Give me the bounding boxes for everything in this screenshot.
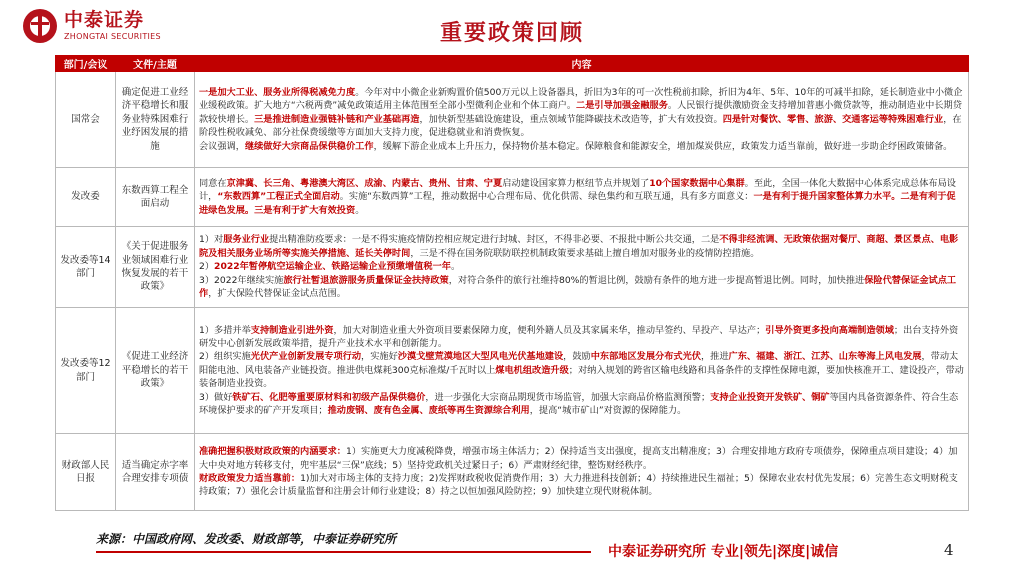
highlight-text: 中东部地区发展分布式光伏 — [590, 351, 701, 363]
content-text: 。人民银行提供激励资金支持增加普惠小微贷款等，推动制造业中长期贷款较快增长。 — [199, 100, 962, 125]
content-text: 。今年对中小微企业新购置价值500万元以上设备器具，折旧为3年的可一次性税前扣除，折旧为4年、5年、10年的可减半扣除，延长制造业中小微企业缓税政策。扩大地方“六税两费”减免政策适用主体范围至全部小型微利企业和个体工商户。 — [199, 86, 963, 112]
highlight-text: 不得非经流调、无政策依据对餐厅、商超、景区景点、电影院及相关服务业场所等实施关停措施、延长关停时间 — [199, 234, 959, 259]
header-doc: 文件/主题 — [116, 56, 195, 72]
content-text: ，带动太阳能电池、风电装备产业链投资。推进供电煤耗300克标准煤/千瓦时以上 — [199, 351, 959, 376]
header-dept: 部门/会议 — [56, 56, 116, 72]
content-text: ，加大对制造业重大外资项目要素保障力度，便利外籍人员及其家属来华，推动早签约、早投产、早达产； — [333, 324, 766, 336]
table-row — [56, 168, 969, 227]
content-text: ，进一步强化大宗商品期现货市场监管，加强大宗商品价格监测预警； — [425, 391, 711, 403]
content-text: 2） — [199, 261, 215, 273]
highlight-text: 服务业行业 — [223, 234, 270, 246]
highlight-text: 一是有利于提升国家整体算力水平。二是有利于促进绿色发展。三是有利于扩大有效投资 — [199, 191, 956, 216]
highlight-text: 铁矿石、化肥等重要原材料和初级产品保供稳价 — [232, 391, 426, 403]
table-row — [56, 227, 969, 308]
content-text: 会议强调， — [199, 140, 245, 152]
footer-slogan: 中泰证券研究所 专业|领先|深度|诚信 — [608, 544, 839, 560]
content-text: 同意在 — [199, 177, 227, 189]
highlight-text: 四是针对餐饮、零售、旅游、交通客运等特殊困难行业 — [722, 113, 944, 125]
content-text: ，加快新型基础设施建设，重点领域节能降碳技术改造等，扩大有效投资。 — [419, 113, 723, 125]
dept-cell: 发改委等14部门 — [56, 227, 116, 308]
logo-name-cn: 中泰证券 — [64, 9, 145, 31]
highlight-text: 支持制造业引进外资 — [250, 324, 334, 336]
content-text: ，实施好 — [361, 351, 398, 363]
policy-table — [55, 55, 969, 511]
content-text: ，缓解下游企业成本上升压力，保持物价基本稳定。保障粮食和能源安全，增加煤炭供应，政策发力适当靠前，做好进一步助企纾困政策储备。 — [373, 140, 953, 152]
dept-cell: 发改委等12部门 — [56, 308, 116, 434]
footer-divider — [96, 551, 591, 553]
content-cell — [195, 308, 969, 434]
content-text: ，鼓励 — [563, 351, 591, 363]
content-text: 提出精准防疫要求：一是不得实施疫情防控相应规定进行封城、封区，不得非必要、不报批中断公共交通，二是 — [269, 234, 720, 246]
content-text: 1)加大对市场主体的支持力度；2)发挥财政税收促消费作用；3）大力推进科技创新；4）持续推进民生福祉；5）保障农业农村优先发展；6）完善生态文明财税支持政策；7）强化会计质量监督和注册会计师行业建设；8）持之以恒加强风险防控；9）加快建立现代财税体制。 — [199, 473, 958, 498]
highlight-text: 广东、福建、浙江、江苏、山东等海上风电发展 — [728, 351, 922, 363]
highlight-text: 支持企业投资开发铁矿、铜矿 — [710, 391, 830, 403]
content-text: 3）做好 — [199, 391, 233, 403]
table-row — [56, 434, 969, 511]
highlight-text: 光伏产业创新发展专项行动 — [250, 351, 362, 363]
highlight-text: 10个国家数据中心集群 — [649, 177, 745, 189]
content-text: ，提高“城市矿山”对资源的保障能力。 — [529, 405, 687, 417]
content-text: 。 — [355, 204, 365, 216]
highlight-text: 引导外资更多投向高端制造领域 — [765, 324, 894, 336]
doc-cell: 东数西算工程全面启动 — [116, 168, 195, 227]
content-text: 2）组织实施 — [199, 351, 251, 363]
table-header-row — [56, 56, 969, 72]
highlight-text: 准确把握积极财政政策的内涵要求： — [199, 446, 346, 458]
highlight-text: 继续做好大宗商品保供稳价工作 — [244, 140, 374, 152]
content-text: ，推进 — [700, 351, 729, 363]
content-text: ；出台支持外资研发中心创新发展政策举措，提升产业技术水平和创新能力。 — [199, 324, 959, 349]
content-text: ，扩大保险代替保证金试点范围。 — [208, 288, 346, 300]
doc-cell: 《关于促进服务业领域困难行业恢复发展的若干政策》 — [116, 227, 195, 308]
content-text: 1）对 — [199, 234, 224, 246]
table-row — [56, 308, 969, 434]
content-cell — [195, 434, 969, 511]
source-note: 来源：中国政府网、发改委、财政部等，中泰证券研究所 — [96, 532, 397, 546]
doc-cell: 《促进工业经济平稳增长的若干政策》 — [116, 308, 195, 434]
content-cell — [195, 227, 969, 308]
content-text: 3）2022年继续实施 — [199, 274, 284, 286]
highlight-text: 煤电机组改造升级 — [495, 364, 569, 376]
content-text: 。至此，全国一体化大数据中心体系完成总体布局设计， — [199, 177, 956, 203]
highlight-text: 保险代替保证金试点工作 — [199, 274, 957, 300]
content-text: ，三是不得在国务院联防联控机制政策要求基础上擅自增加对服务业的疫情防控措施。 — [410, 247, 760, 259]
highlight-text: 京津冀、长三角、粤港澳大湾区、成渝、内蒙古、贵州、甘肃、宁夏 — [226, 177, 503, 189]
highlight-text: 财政政策发力适当靠前： — [199, 473, 301, 484]
content-text: 。 — [450, 261, 461, 273]
highlight-text: 三是推进制造业强链补链和产业基础再造 — [254, 113, 420, 125]
content-text: 等国内具备资源条件、符合生态环境保护要求的矿产开发项目； — [199, 391, 959, 417]
content-text: ，对符合条件的旅行社维持80%的暂退比例，鼓励有条件的地方进一步提高暂退比例。同时，加快推进 — [448, 274, 865, 286]
content-cell — [195, 168, 969, 227]
page-title: 重要政策回顾 — [439, 20, 584, 46]
highlight-text: “东数西算”工程正式全面启动 — [217, 191, 340, 203]
content-text: 启动建设国家算力枢纽节点并规划了 — [502, 177, 650, 189]
content-cell — [195, 72, 969, 168]
dept-cell: 发改委 — [56, 168, 116, 227]
content-text: ，在阶段性税收减免、部分社保费缓缴等方面加大支持力度，促进稳就业和消费恢复。 — [199, 113, 962, 139]
content-text: 1）实施更大力度减税降费，增强市场主体活力；2）保持适当支出强度，提高支出精准度；3）合理安排地方政府专项债券，保障重点项目建设；4）加大中央对地方转移支付，兜牢基层“三保”底线；5）坚持党政机关过紧日子；6）严肃财经纪律，整饬财经秩序。 — [199, 446, 958, 471]
page-number: 4 — [944, 541, 954, 559]
highlight-text: 二是引导加强金融服务 — [576, 100, 668, 112]
highlight-text: 推动废钢、废有色金属、废纸等再生资源综合利用 — [327, 405, 530, 417]
logo-name-en: ZHONGTAI SECURITIES — [64, 32, 161, 41]
content-text: 。实施“东数西算”工程，推动数据中心合理布局、优化供需、绿色集约和互联互通，具有多方面意义： — [339, 191, 754, 203]
highlight-text: 沙漠戈壁荒漠地区大型风电光伏基地建设 — [397, 351, 564, 363]
highlight-text: 2022年暂停航空运输企业、铁路运输企业预缴增值税一年 — [214, 261, 451, 273]
doc-cell: 确定促进工业经济平稳增长和服务业特殊困难行业纾困发展的措施 — [116, 72, 195, 168]
header-content: 内容 — [195, 56, 969, 72]
table-row — [56, 72, 969, 168]
dept-cell: 财政部人民日报 — [56, 434, 116, 511]
highlight-text: 旅行社暂退旅游服务质量保证金扶持政策 — [283, 274, 449, 286]
dept-cell: 国常会 — [56, 72, 116, 168]
highlight-text: 一是加大工业、服务业所得税减免力度 — [199, 86, 356, 98]
doc-cell: 适当确定赤字率合理安排专项债 — [116, 434, 195, 511]
content-text: 1）多措并举 — [199, 324, 251, 336]
content-text: ；对纳入规划的跨省区输电线路和具备条件的支撑性保障电源，要加快核准开工、建设投产，带动装备制造业投资。 — [199, 364, 964, 390]
